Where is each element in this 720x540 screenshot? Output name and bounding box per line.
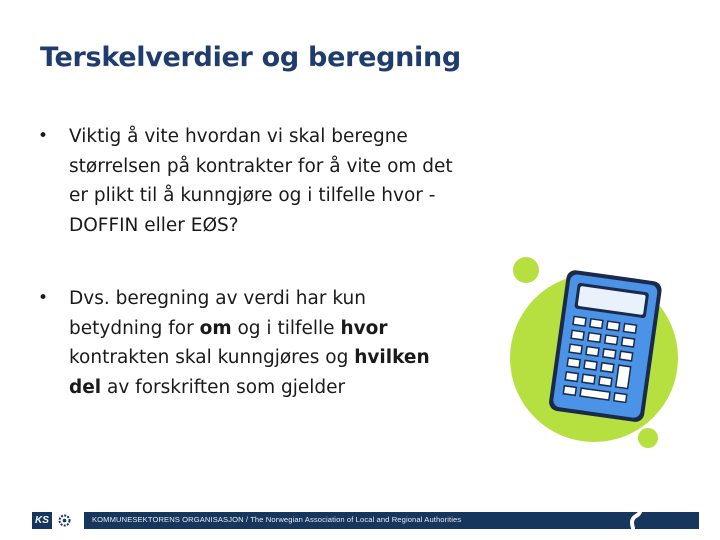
slide-title: Terskelverdier og beregning xyxy=(40,42,461,73)
footer-bar xyxy=(84,512,699,529)
bullet-item xyxy=(36,122,456,240)
bullet-segment: og i tilfelle xyxy=(231,317,341,339)
bullet-segment-bold: hvilken del xyxy=(69,347,430,398)
ks-emblem-icon xyxy=(57,513,72,528)
ks-logo: KS xyxy=(32,512,52,529)
bullet-segment: kontrakten skal kunngjøres og xyxy=(69,347,355,368)
footer-swoosh-icon xyxy=(627,504,645,530)
bullet-segment-bold: om xyxy=(199,317,232,339)
bullet-text xyxy=(69,126,453,236)
bullet-segment: Viktig å vite hvordan vi skal beregne størrelsen på kontrakter for å vite om det er plikt til å kunngjøre og i tilfelle hvor - DOFFIN eller EØS? xyxy=(69,126,453,236)
calculator-icon xyxy=(498,250,696,460)
bullet-segment: Dvs. beregning av verdi har kun betydning for xyxy=(69,288,366,339)
bullet-marker: • xyxy=(38,126,49,146)
bullet-segment-bold: hvor xyxy=(340,317,388,339)
bullet-segment: av forskriften som gjelder xyxy=(101,376,346,398)
bullet-text xyxy=(69,288,430,398)
calculator-body xyxy=(548,269,663,423)
bullet-list xyxy=(36,122,456,402)
bullet-marker: • xyxy=(38,288,49,308)
bullet-item xyxy=(36,284,456,402)
footer-text: KOMMUNESEKTORENS ORGANISASJON / The Norwegian Association of Local and Regional Authorities xyxy=(92,515,462,524)
